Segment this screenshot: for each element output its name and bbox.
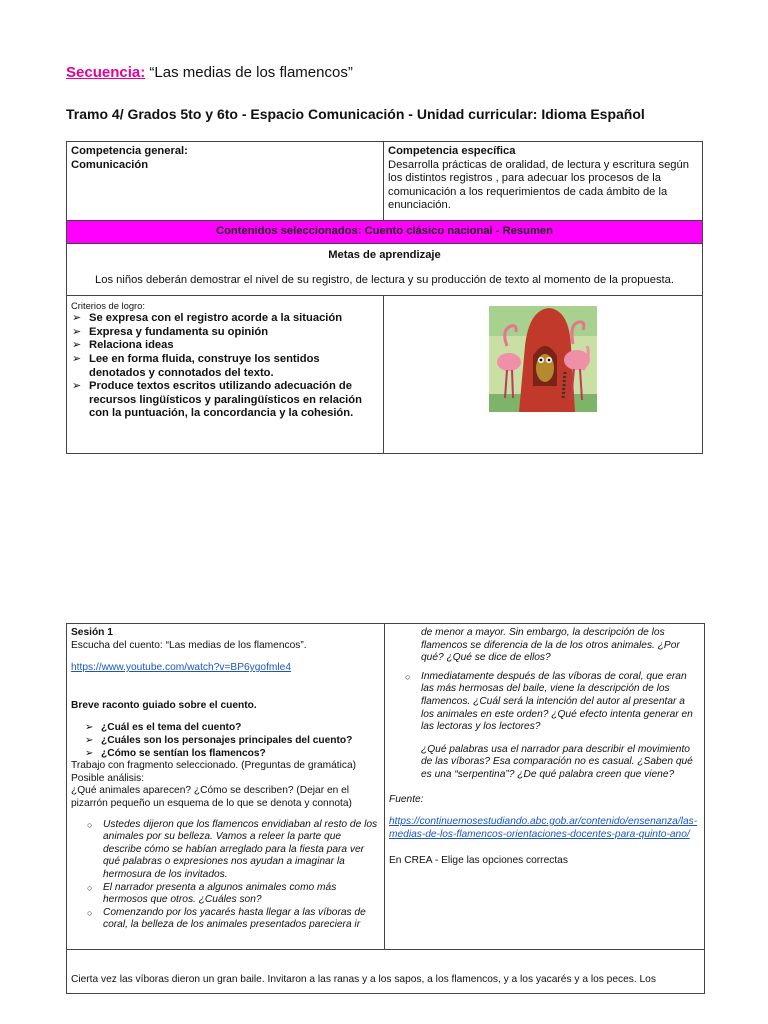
crea-text: En CREA - Elige las opciones correctas xyxy=(389,855,568,867)
specific-competence-value: Desarrolla prácticas de oralidad, de lectura y escritura según los distintos registros , para adecuar los procesos de la comunicación a los requerimientos de cada ámbito de la enunciación. xyxy=(388,158,689,212)
story-excerpt: Cierta vez las víboras dieron un gran baile. Invitaron a las ranas y a los sapos, a los flamencos, y a los yacarés y a los peces. Los xyxy=(71,974,656,986)
question-item: ➢ ¿Cuál es el tema del cuento? xyxy=(101,722,380,735)
story-excerpt-cell xyxy=(67,950,705,994)
breve-raconto: Breve raconto guiado sobre el cuento. xyxy=(71,699,257,711)
contenidos-banner: Contenidos seleccionados: Cuento clásico nacional - Resumen xyxy=(67,221,703,244)
criterio-item: ➢ Expresa y fundamenta su opinión xyxy=(89,326,379,340)
criterio-item: ➢ Se expresa con el registro acorde a la situación xyxy=(89,312,379,326)
analysis-list-right xyxy=(389,671,700,734)
sequence-heading xyxy=(66,64,353,81)
fuente-link[interactable]: https://continuemosestudiando.abc.gob.ar/contenido/ensenanza/las-medias-de-los-flamencos-orientaciones-docentes-para-quinto-ano/ xyxy=(389,816,698,840)
tramo-heading: Tramo 4/ Grados 5to y 6to - Espacio Comunicación - Unidad curricular: Idioma Español xyxy=(66,106,645,122)
session-left-cell xyxy=(67,624,385,950)
specific-competence-cell xyxy=(384,142,703,221)
criterios-title: Criterios de logro: xyxy=(71,299,145,311)
analysis-list-left xyxy=(71,819,380,932)
general-competence-value: Comunicación xyxy=(71,158,149,171)
trabajo-text: Trabajo con fragmento seleccionado. (Preguntas de gramática) Posible análisis: xyxy=(71,760,357,784)
question-item: ➢ ¿Cuáles son los personajes principales del cuento? xyxy=(101,735,380,748)
continuation-text: de menor a mayor. Sin embargo, la descripción de los flamencos se diferencia de la de los otros animales. ¿Por qué? ¿Qué se dice de ellos? xyxy=(421,627,680,664)
general-competence-cell xyxy=(67,142,384,221)
metas-text: Los niños deberán demostrar el nivel de su registro, de lectura y su producción de texto al momento de la propuesta. xyxy=(95,274,674,287)
sequence-title: “Las medias de los flamencos” xyxy=(149,64,353,81)
image-cell xyxy=(384,295,703,453)
session-table xyxy=(66,623,705,994)
sequence-label: Secuencia: xyxy=(66,64,146,81)
session-title: Sesión 1 xyxy=(71,627,113,638)
criterio-item: ➢ Relaciona ideas xyxy=(89,339,379,353)
criterio-item: ➢ Lee en forma fluida, construye los sentidos denotados y connotados del texto. xyxy=(89,353,379,380)
criterio-item: ➢ Produce textos escritos utilizando adecuación de recursos lingüísticos y paralingüísticos en relación con la puntuación, la concordancia y la cohesión. xyxy=(89,380,379,421)
fuente-label: Fuente: xyxy=(389,793,424,805)
metas-title: Metas de aprendizaje xyxy=(328,248,441,261)
analysis-item: ○ Ustedes dijeron que los flamencos envidiaban al resto de los animales por su belleza. Vamos a releer la parte que describe cómo se habían arreglado para la fiesta para ver qué palabras o expresiones nos ayudan a imaginar la hermosura de los invitados. xyxy=(103,819,380,882)
general-competence-title: Competencia general: xyxy=(71,145,188,157)
analysis-item: ○ Inmediatamente después de las víboras de coral, que eran las más hermosas del baile, viene la descripción de los flamencos. ¿Cuál será la intención del autor al presentar a los animales en este orden? ¿Qué efecto intenta generar en las lectoras y los lectores? xyxy=(421,671,700,734)
session-right-cell xyxy=(385,624,705,950)
specific-competence-title: Competencia específica xyxy=(388,145,516,157)
flamingos-illustration xyxy=(489,306,597,412)
metas-cell xyxy=(67,243,703,295)
narrador-question: ¿Qué palabras usa el narrador para describir el movimiento de las víboras? Esa comparación no es casual. ¿Saben qué es una “serpentina”? ¿De qué palabra creen que viene? xyxy=(421,743,693,780)
video-link[interactable]: https://www.youtube.com/watch?v=BP6ygofmle4 xyxy=(71,662,291,674)
questions-list xyxy=(71,722,380,760)
question-item: ➢ ¿Cómo se sentían los flamencos? xyxy=(101,748,380,761)
criterios-list xyxy=(71,312,379,421)
criterios-cell xyxy=(67,295,384,453)
planning-table xyxy=(66,141,703,454)
analysis-item: ○ Comenzando por los yacarés hasta llegar a las víboras de coral, la belleza de los animales presentados pareciera ir xyxy=(103,907,380,932)
analysis-item: ○ El narrador presenta a algunos animales como más hermosos que otros. ¿Cuáles son? xyxy=(103,882,380,907)
que-animales-text: ¿Qué animales aparecen? ¿Cómo se describen? (Dejar en el pizarrón pequeño un esquema de lo que se denota y connota) xyxy=(71,785,352,809)
session-escucha: Escucha del cuento: “Las medias de los flamencos”. xyxy=(71,639,307,651)
